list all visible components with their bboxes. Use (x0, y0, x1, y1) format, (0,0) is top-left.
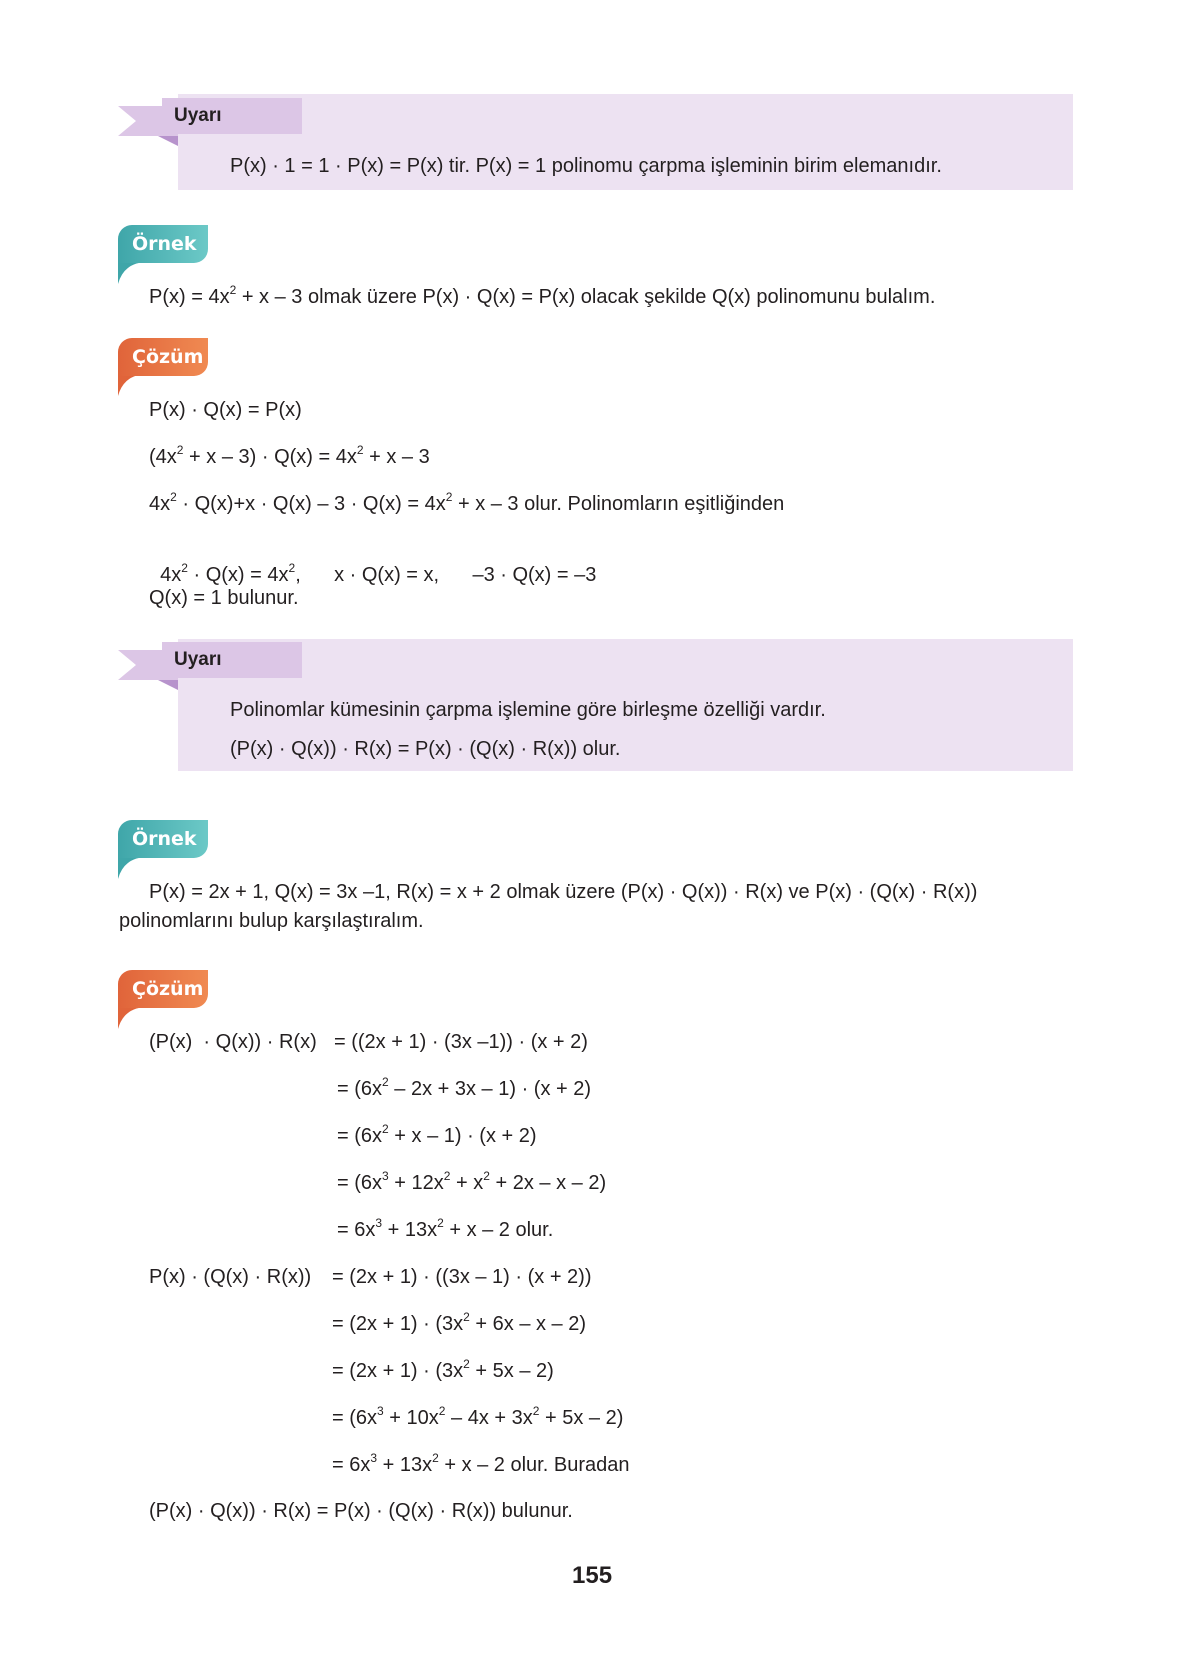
solution1-line: P(x) · Q(x) = P(x) (149, 399, 302, 421)
solution1-line: $4x^2 \cdot Q(x)+x \cdot Q(x) - 3 \cdot Q(x) = 4x^2 + x - 3$ olur. Polinomların eşitliğinden (149, 490, 785, 515)
example-text-2b: polinomlarını bulup karşılaştıralım. (119, 910, 424, 932)
warning-label-2: Uyarı (162, 642, 302, 678)
example-text-2a: P(x) = 2x + 1, Q(x) = 3x –1, R(x) = x + 2 olmak üzere (P(x) · Q(x)) · R(x) ve P(x) · (Q(x) · R(x)) (149, 881, 978, 903)
solution2-step: = $6x^3 + 13x^2 + x - 2$ olur. Buradan (332, 1451, 630, 1476)
page-number: 155 (572, 1562, 613, 1589)
solution2-step: = $6x^3 + 13x^2 + x - 2$ olur. (337, 1216, 554, 1241)
solution2-step: = $(2x + 1) \cdot (3x^2 + 5x - 2)$ (332, 1357, 554, 1382)
example-label-1: Örnek (118, 225, 208, 263)
warning-text-2a: Polinomlar kümesinin çarpma işlemine göre birleşme özelliği vardır. (230, 699, 826, 721)
solution2-lhs1: (P(x) · Q(x)) · R(x) (149, 1031, 317, 1053)
solution2-step: = $(6x^2 - 2x + 3x - 1) \cdot (x + 2)$ (337, 1075, 592, 1100)
solution2-conclusion: (P(x) · Q(x)) · R(x) = P(x) · (Q(x) · R(x)) bulunur. (149, 1500, 573, 1522)
warning-text-1: P(x) · 1 = 1 · P(x) = P(x) tir. P(x) = 1 polinomu çarpma işleminin birim elemanıdır. (230, 155, 942, 177)
example-label-2: Örnek (118, 820, 208, 858)
solution2-step: = $(6x^3 + 12x^2 + x^2 + 2x - x - 2)$ (337, 1169, 607, 1194)
solution2-step: = $(6x^2 + x - 1) \cdot (x + 2)$ (337, 1122, 537, 1147)
solution1-line: $4x^2 \cdot Q(x) = 4x^2$, x · Q(x) = x, –3 · Q(x) = –3 (160, 561, 597, 586)
solution2-step: = $(2x + 1) \cdot (3x^2 + 6x - x - 2)$ (332, 1310, 587, 1335)
solution2-step: = (2x + 1) · ((3x – 1) · (x + 2)) (332, 1266, 592, 1288)
warning-label-1: Uyarı (162, 98, 302, 134)
solution2-step: = $(6x^3 + 10x^2 - 4x + 3x^2 + 5x - 2)$ (332, 1404, 624, 1429)
solution-label-2: Çözüm (118, 970, 208, 1008)
solution1-line: $(4x^2 + x - 3) \cdot Q(x) = 4x^2 + x - 3$ (149, 443, 430, 468)
solution2-step: = ((2x + 1) · (3x –1)) · (x + 2) (334, 1031, 588, 1053)
solution-label-1: Çözüm (118, 338, 208, 376)
solution1-line: Q(x) = 1 bulunur. (149, 587, 299, 609)
warning-text-2b: (P(x) · Q(x)) · R(x) = P(x) · (Q(x) · R(x)) olur. (230, 738, 621, 760)
solution2-lhs2: P(x) · (Q(x) · R(x)) (149, 1266, 312, 1288)
example-text-1: $P(x) = 4x^2 + x - 3$ olmak üzere P(x) · Q(x) = P(x) olacak şekilde Q(x) polinomunu bulalım. (149, 283, 936, 308)
